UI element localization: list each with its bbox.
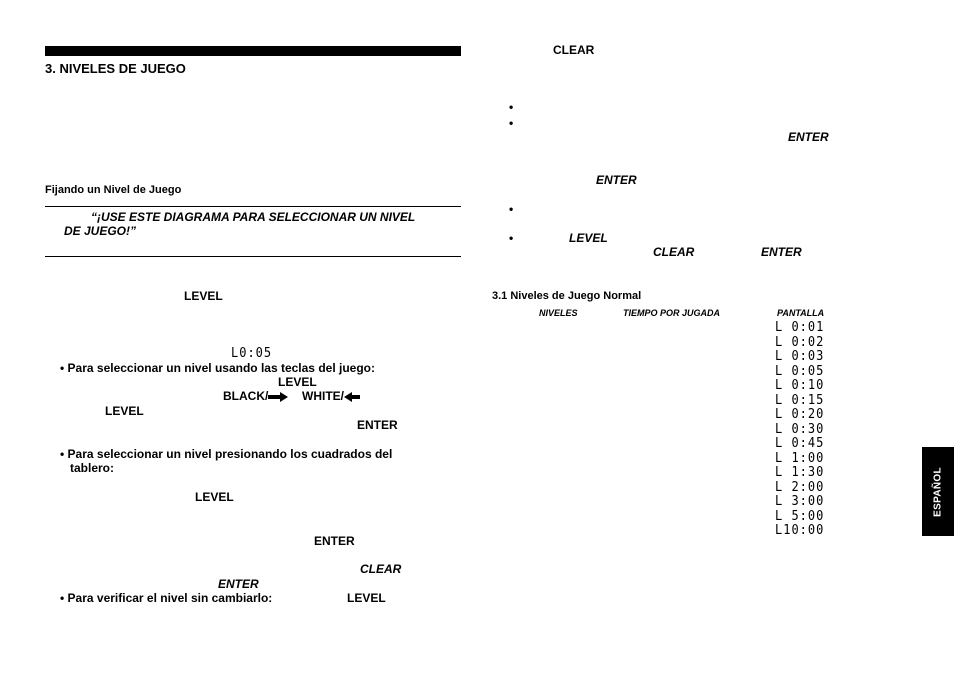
keyword-level: LEVEL: [195, 490, 234, 504]
section-title: 3. NIVELES DE JUEGO: [45, 61, 186, 76]
keyword-level: LEVEL: [184, 289, 223, 303]
keyword-enter: ENTER: [761, 245, 802, 259]
level-display: L 0:01: [775, 319, 825, 335]
bullet: •: [509, 116, 514, 130]
keyword-enter: ENTER: [218, 577, 259, 591]
keyword-clear: CLEAR: [653, 245, 695, 259]
language-tab: [922, 447, 954, 536]
keyword-level: LEVEL: [569, 231, 608, 245]
level-display: L 0:20: [775, 406, 825, 422]
level-display: L 1:00: [775, 450, 825, 466]
bullet-board: • Para seleccionar un nivel presionando los cuadrados del: [60, 447, 393, 461]
keyword-enter: ENTER: [357, 418, 398, 432]
subheading: Fijando un Nivel de Juego: [45, 184, 182, 196]
bullet: •: [509, 202, 514, 216]
language-tab-label: ESPAÑOL: [932, 466, 944, 517]
keyword-level: LEVEL: [278, 375, 317, 389]
level-display: L 0:10: [775, 377, 825, 393]
keyword-white: [302, 389, 360, 403]
note-line-1: “¡USE ESTE DIAGRAMA PARA SELECCIONAR UN NIVEL: [91, 210, 416, 224]
level-display: L 0:02: [775, 334, 825, 350]
bullet-keys: • Para seleccionar un nivel usando las teclas del juego:: [60, 361, 375, 375]
level-display: L 5:00: [775, 508, 825, 524]
bullet: •: [509, 100, 514, 114]
note-line-2: DE JUEGO!”: [64, 224, 137, 238]
bullet: •: [509, 231, 514, 245]
keyword-level: LEVEL: [347, 591, 386, 605]
level-display: L 0:45: [775, 435, 825, 451]
level-display: L 3:00: [775, 493, 825, 509]
column-header-tiempo: TIEMPO POR JUGADA: [623, 308, 721, 318]
bullet-board-cont: tablero:: [70, 461, 115, 475]
column-header-pantalla: PANTALLA: [777, 308, 825, 318]
keyword-black-label: BLACK/: [223, 389, 269, 403]
keyword-enter: ENTER: [596, 173, 637, 187]
level-display: L 0:15: [775, 392, 825, 408]
arrow-left-icon: [344, 392, 360, 402]
level-display: L 0:03: [775, 348, 825, 364]
bullet-verify: • Para verificar el nivel sin cambiarlo:: [60, 591, 273, 605]
level-display: L 2:00: [775, 479, 825, 495]
column-header-niveles: NIVELES: [539, 308, 578, 318]
level-display: L 0:05: [775, 363, 825, 379]
keyword-level: LEVEL: [105, 404, 144, 418]
level-display: L 1:30: [775, 464, 825, 480]
keyword-enter: ENTER: [788, 130, 829, 144]
note-top-rule: [45, 206, 461, 207]
level-display: L10:00: [775, 522, 825, 538]
section-header-bar: [45, 46, 461, 56]
keyword-clear: CLEAR: [553, 43, 595, 57]
keyword-black: [223, 389, 288, 403]
table-title: 3.1 Niveles de Juego Normal: [492, 290, 642, 302]
lcd-default-level: L0:05: [231, 345, 273, 361]
arrow-right-icon: [268, 392, 288, 402]
keyword-clear: CLEAR: [360, 562, 402, 576]
note-bottom-rule: [45, 256, 461, 257]
level-display: L 0:30: [775, 421, 825, 437]
keyword-white-label: WHITE/: [302, 389, 344, 403]
keyword-enter: ENTER: [314, 534, 355, 548]
